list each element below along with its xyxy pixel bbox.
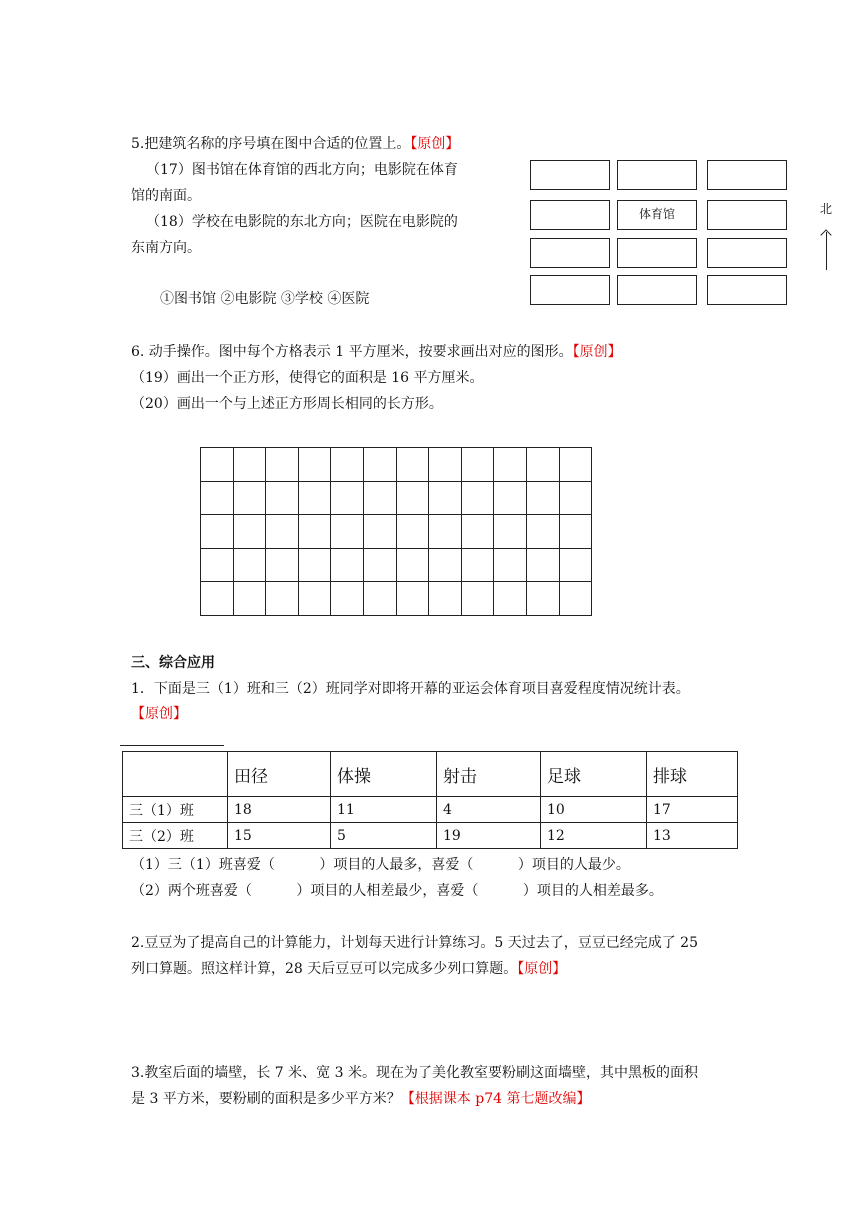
q3-line1: 3.教室后面的墙壁，长 7 米、宽 3 米。现在为了美化教室要粉刷这面墙壁，其中黑板的面积 bbox=[131, 1065, 698, 1081]
q6-tag: 【原创】 bbox=[572, 344, 622, 360]
table-cell: 三（2）班 bbox=[123, 823, 228, 849]
q5-s18-line2: 东南方向。 bbox=[131, 240, 201, 256]
square-grid[interactable] bbox=[200, 447, 592, 616]
box-r3c2[interactable] bbox=[617, 238, 697, 268]
header-cell: 射击 bbox=[437, 752, 541, 797]
q2-line2: 列口算题。照这样计算，28 天后豆豆可以完成多少列口算题。【原创】 bbox=[131, 961, 567, 977]
table-cell: 17 bbox=[647, 797, 738, 823]
q5-title: 5.把建筑名称的序号填在图中合适的位置上。【原创】 bbox=[131, 136, 460, 152]
header-cell: 田径 bbox=[228, 752, 331, 797]
table-row bbox=[123, 797, 738, 823]
table-cell: 13 bbox=[647, 823, 738, 849]
box-r1c2[interactable] bbox=[617, 160, 697, 190]
box-r3c1[interactable] bbox=[530, 238, 610, 268]
section3-heading: 三、综合应用 bbox=[131, 655, 215, 671]
table-cell: 15 bbox=[228, 823, 331, 849]
table-header-row bbox=[123, 752, 738, 797]
box-r2c1[interactable] bbox=[530, 200, 610, 230]
table-top-line bbox=[120, 745, 224, 746]
north-label: 北 bbox=[820, 202, 833, 216]
table-cell: 5 bbox=[331, 823, 437, 849]
q5-options: ①图书馆 ②电影院 ③学校 ④医院 bbox=[160, 291, 370, 307]
table-cell: 4 bbox=[437, 797, 541, 823]
table-row bbox=[123, 823, 738, 849]
box-r4c3[interactable] bbox=[707, 275, 787, 305]
q5-s17-line2: 馆的南面。 bbox=[131, 188, 201, 204]
q5-tag: 【原创】 bbox=[410, 136, 460, 152]
box-r2c3[interactable] bbox=[707, 200, 787, 230]
stats-table bbox=[122, 751, 738, 849]
header-cell: 排球 bbox=[647, 752, 738, 797]
header-cell: 体操 bbox=[331, 752, 437, 797]
table-cell: 11 bbox=[331, 797, 437, 823]
q6-title: 6. 动手操作。图中每个方格表示 1 平方厘米，按要求画出对应的图形。【原创】 bbox=[131, 344, 622, 360]
box-r1c3[interactable] bbox=[707, 160, 787, 190]
q2-tag: 【原创】 bbox=[517, 961, 567, 977]
table-cell: 19 bbox=[437, 823, 541, 849]
north-arrow-icon bbox=[826, 232, 827, 270]
table-cell: 10 bbox=[541, 797, 647, 823]
box-r4c1[interactable] bbox=[530, 275, 610, 305]
q5-s18-line1: （18）学校在电影院的东北方向；医院在电影院的 bbox=[146, 214, 458, 230]
q3-line2: 是 3 平方米，要粉刷的面积是多少平方米？【根据课本 p74 第七题改编】 bbox=[131, 1091, 591, 1107]
table-cell: 12 bbox=[541, 823, 647, 849]
header-cell: 足球 bbox=[541, 752, 647, 797]
table-cell: 三（1）班 bbox=[123, 797, 228, 823]
q1-tag: 【原创】 bbox=[131, 706, 187, 722]
table-cell: 18 bbox=[228, 797, 331, 823]
box-r1c1[interactable] bbox=[530, 160, 610, 190]
box-r4c2[interactable] bbox=[617, 275, 697, 305]
q2-line1: 2.豆豆为了提高自己的计算能力，计划每天进行计算练习。5 天过去了，豆豆已经完成了 25 bbox=[131, 935, 698, 951]
q3-tag: 【根据课本 p74 第七题改编】 bbox=[400, 1091, 591, 1107]
box-gym bbox=[617, 200, 697, 230]
q5-s17-line1: （17）图书馆在体育馆的西北方向；电影院在体育 bbox=[146, 162, 458, 178]
q6-s20: （20）画出一个与上述正方形周长相同的长方形。 bbox=[131, 396, 443, 412]
box-r3c3[interactable] bbox=[707, 238, 787, 268]
header-cell bbox=[123, 752, 228, 797]
q1-sub2: （2）两个班喜爱（ ）项目的人相差最少，喜爱（ ）项目的人相差最多。 bbox=[131, 883, 663, 899]
gym-label: 体育馆 bbox=[638, 207, 675, 221]
q1-sub1: （1）三（1）班喜爱（ ）项目的人最多，喜爱（ ）项目的人最少。 bbox=[131, 857, 630, 873]
q6-s19: （19）画出一个正方形，使得它的面积是 16 平方厘米。 bbox=[131, 370, 484, 386]
q1-line1: 1．下面是三（1）班和三（2）班同学对即将开幕的亚运会体育项目喜爱程度情况统计表。 bbox=[131, 681, 690, 697]
